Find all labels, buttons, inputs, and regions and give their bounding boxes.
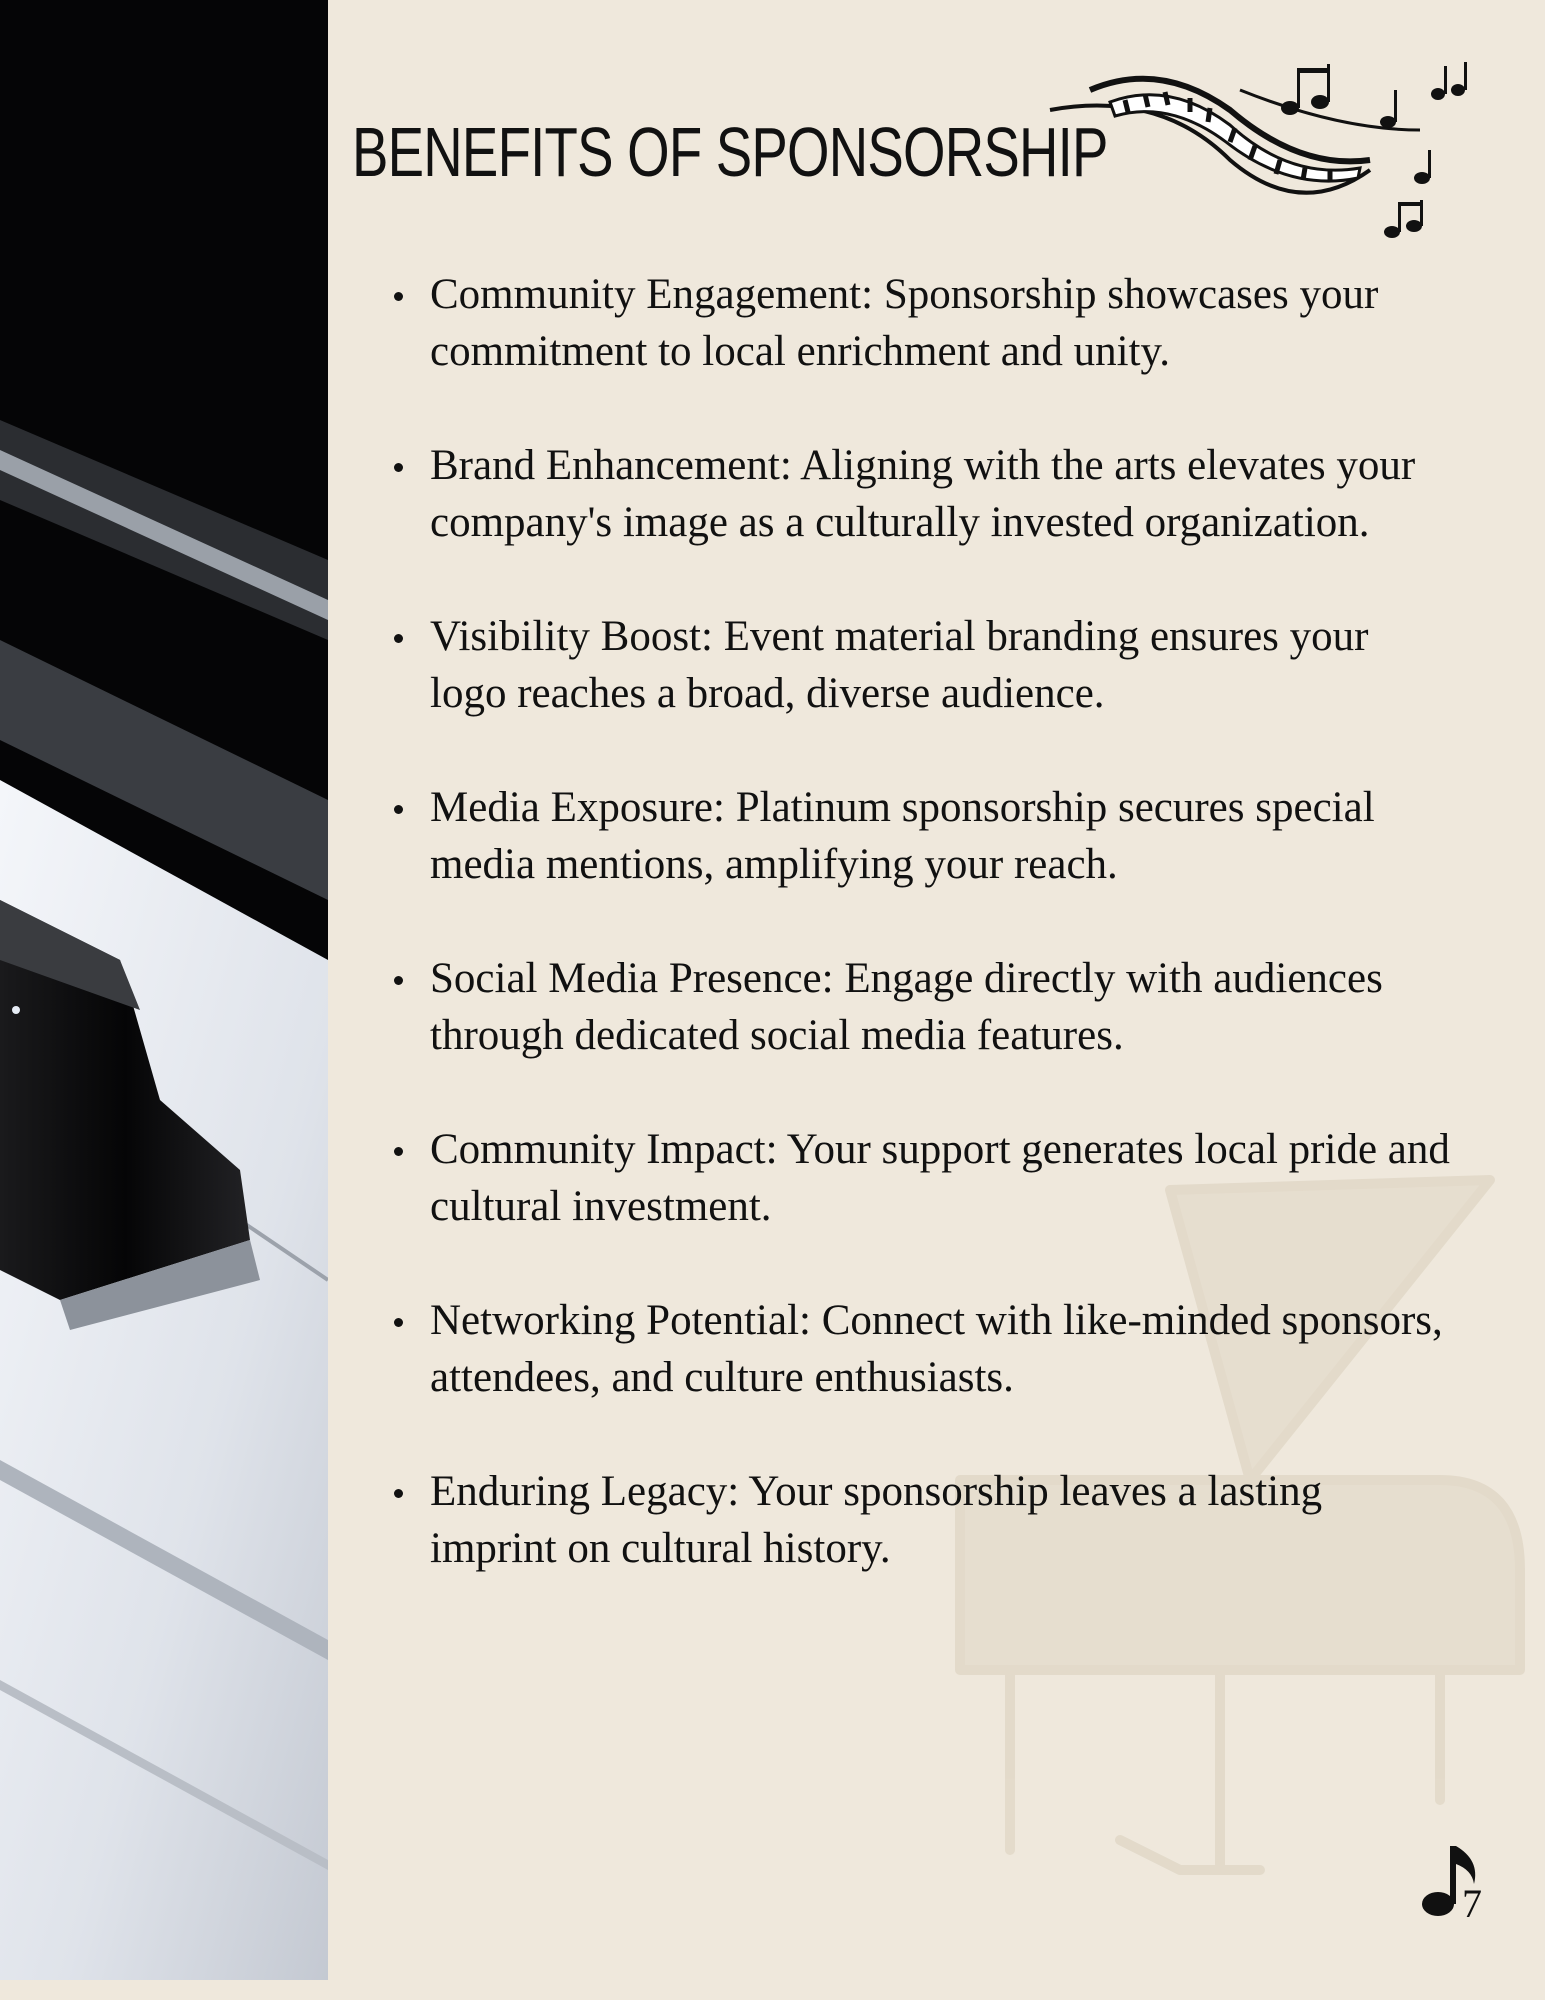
list-item bbox=[390, 950, 1450, 1064]
list-item bbox=[390, 1292, 1450, 1406]
bullet bbox=[394, 1489, 403, 1498]
bullet bbox=[394, 463, 403, 472]
benefit-text: Community Engagement: Sponsorship showcases your commitment to local enrichment and unity. bbox=[430, 271, 1379, 375]
benefit-text: Community Impact: Your support generates local pride and cultural investment. bbox=[430, 1126, 1450, 1230]
piano-keys-photo bbox=[0, 0, 328, 1980]
list-item bbox=[390, 1463, 1450, 1577]
benefit-text: Brand Enhancement: Aligning with the arts elevates your company's image as a culturally invested organization. bbox=[430, 442, 1416, 546]
list-item bbox=[390, 608, 1450, 722]
benefit-text: Social Media Presence: Engage directly with audiences through dedicated social media features. bbox=[430, 955, 1383, 1059]
list-item bbox=[390, 266, 1450, 380]
benefit-text: Visibility Boost: Event material branding ensures your logo reaches a broad, diverse audience. bbox=[430, 613, 1369, 717]
benefit-text: Enduring Legacy: Your sponsorship leaves a lasting imprint on cultural history. bbox=[430, 1468, 1323, 1572]
list-item bbox=[390, 437, 1450, 551]
benefits-list bbox=[390, 266, 1450, 1634]
bullet bbox=[394, 976, 403, 985]
page-title: BENEFITS OF SPONSORSHIP bbox=[352, 113, 1108, 191]
bullet bbox=[394, 634, 403, 643]
bullet bbox=[394, 292, 403, 301]
page-number: 7 bbox=[1462, 1881, 1482, 1926]
bullet bbox=[394, 805, 403, 814]
bullet bbox=[394, 1147, 403, 1156]
benefit-text: Networking Potential: Connect with like-minded sponsors, attendees, and culture enthusiasts. bbox=[430, 1297, 1443, 1401]
list-item bbox=[390, 1121, 1450, 1235]
bullet bbox=[394, 1318, 403, 1327]
benefit-text: Media Exposure: Platinum sponsorship secures special media mentions, amplifying your reach. bbox=[430, 784, 1375, 888]
list-item bbox=[390, 779, 1450, 893]
